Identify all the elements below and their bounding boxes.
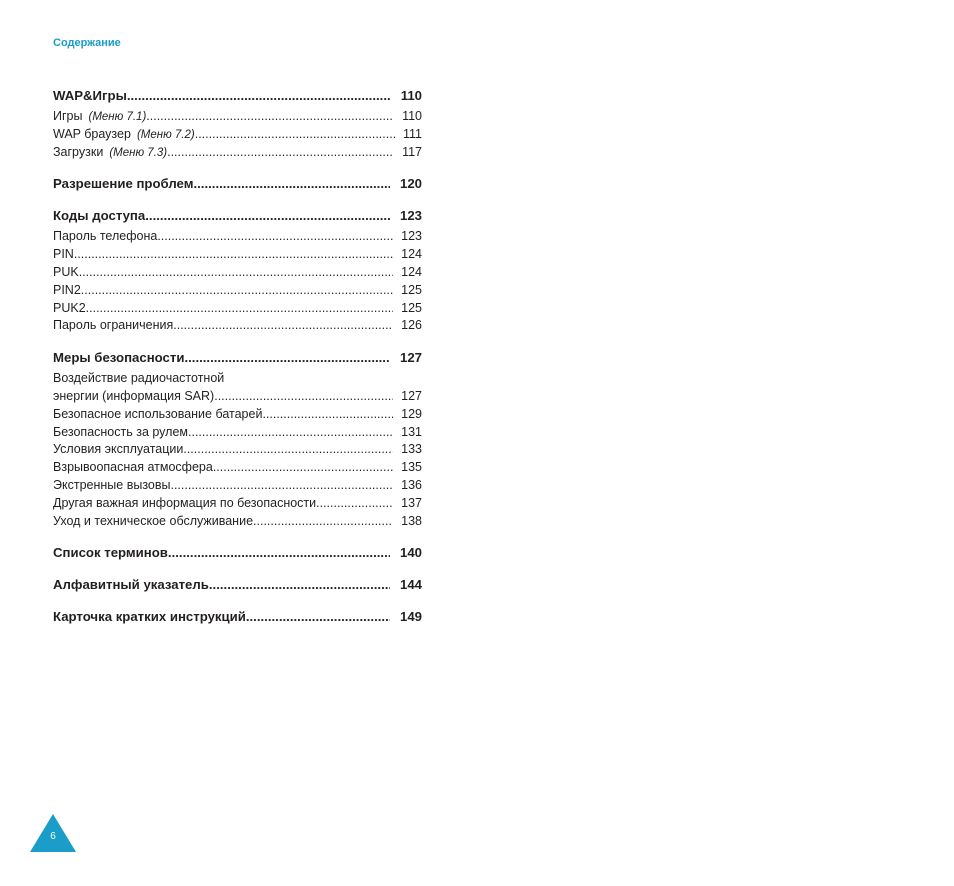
page-reference: 149 xyxy=(399,609,422,625)
dot-leader xyxy=(193,174,390,193)
page-reference: 135 xyxy=(401,460,422,475)
toc-label-text: Карточка кратких инструкций xyxy=(53,609,246,625)
toc-entry[interactable] xyxy=(53,264,422,282)
toc-entry-label xyxy=(53,513,253,531)
toc-label-text: Уход и техническое обслуживание xyxy=(53,513,254,528)
dot-leader xyxy=(146,108,394,126)
menu-reference: (Меню 7.2) xyxy=(136,128,195,141)
table-of-contents xyxy=(53,86,422,626)
toc-label-text: Безопасность за рулем xyxy=(53,424,188,439)
toc-entry[interactable] xyxy=(53,459,422,477)
page-reference: 133 xyxy=(401,442,422,457)
toc-entry[interactable] xyxy=(53,441,422,459)
page-reference: 129 xyxy=(401,406,422,421)
page-reference: 123 xyxy=(401,229,422,244)
dot-leader xyxy=(157,228,393,246)
dot-leader xyxy=(145,206,390,225)
page-reference: 126 xyxy=(401,318,422,333)
toc-entry[interactable] xyxy=(53,246,422,264)
toc-label-text: Пароль телефона xyxy=(53,229,158,244)
page-reference: 144 xyxy=(399,577,422,593)
toc-entry[interactable] xyxy=(53,317,422,335)
page-reference: 120 xyxy=(399,176,422,192)
page-reference: 111 xyxy=(402,126,422,141)
toc-entry-label xyxy=(53,441,183,459)
toc-section-label xyxy=(53,206,145,225)
page-reference: 110 xyxy=(402,109,422,123)
page-reference: 131 xyxy=(401,424,422,439)
dot-leader xyxy=(168,543,390,562)
toc-label-text: Условия эксплуатации xyxy=(53,442,184,457)
toc-label-text: WAP&Игры xyxy=(53,88,127,103)
toc-section[interactable] xyxy=(53,575,422,594)
toc-section-label xyxy=(53,607,246,626)
toc-entry[interactable] xyxy=(53,388,422,406)
toc-entry-label xyxy=(53,126,195,144)
toc-entry[interactable] xyxy=(53,300,422,318)
toc-section-label xyxy=(53,174,193,193)
toc-section[interactable] xyxy=(53,206,422,225)
menu-reference: (Меню 7.3) xyxy=(109,146,168,159)
toc-label-text: Разрешение проблем xyxy=(53,176,194,192)
toc-entry-label xyxy=(53,144,167,162)
toc-entry-label xyxy=(53,317,173,335)
toc-entry-label xyxy=(53,228,157,246)
page-reference: 140 xyxy=(399,545,422,561)
page-number: 6 xyxy=(50,831,56,842)
toc-entry-label xyxy=(53,406,262,424)
page-number-marker xyxy=(30,814,76,852)
toc-entry[interactable] xyxy=(53,228,422,246)
page-reference: 110 xyxy=(400,88,422,103)
page-reference: 124 xyxy=(401,247,422,262)
toc-entry-label xyxy=(53,264,79,282)
dot-leader xyxy=(253,513,393,531)
dot-leader xyxy=(79,264,393,282)
dot-leader xyxy=(316,495,393,513)
toc-label-text: энергии (информация SAR) xyxy=(53,388,215,403)
toc-label-text: Список терминов xyxy=(53,545,168,561)
dot-leader xyxy=(74,246,393,264)
page-reference: 123 xyxy=(399,208,422,224)
dot-leader xyxy=(184,348,390,367)
toc-entry-label xyxy=(53,282,81,300)
toc-entry-label xyxy=(53,108,146,126)
toc-section[interactable] xyxy=(53,348,422,367)
page-reference: 117 xyxy=(402,144,422,159)
toc-section[interactable] xyxy=(53,174,422,193)
page-reference: 127 xyxy=(401,388,422,403)
toc-label-text: Меры безопасности xyxy=(53,350,185,366)
toc-section-label xyxy=(53,86,127,105)
page-reference: 127 xyxy=(399,350,422,366)
dot-leader xyxy=(213,459,393,477)
toc-entry[interactable] xyxy=(53,513,422,531)
toc-section[interactable] xyxy=(53,607,422,626)
toc-entry-label xyxy=(53,388,214,406)
toc-label-text: PUK2 xyxy=(53,300,86,315)
page-reference: 125 xyxy=(401,282,422,297)
toc-label-text: Другая важная информация по безопасности xyxy=(53,495,317,510)
dot-leader xyxy=(188,424,393,442)
toc-label-text: PIN xyxy=(53,247,74,262)
page-reference: 138 xyxy=(401,513,422,528)
toc-entry[interactable] xyxy=(53,282,422,300)
toc-entry[interactable] xyxy=(53,144,422,162)
toc-entry-label xyxy=(53,300,86,318)
toc-entry-label xyxy=(53,495,316,513)
toc-section-label xyxy=(53,348,184,367)
dot-leader xyxy=(183,441,393,459)
toc-section-label xyxy=(53,543,168,562)
toc-label-text: Безопасное использование батарей xyxy=(53,406,263,421)
toc-label-text: Загрузки xyxy=(53,144,104,159)
dot-leader xyxy=(81,282,393,300)
dot-leader xyxy=(127,86,391,105)
dot-leader xyxy=(86,300,393,318)
toc-label-text: PUK xyxy=(53,264,79,279)
toc-label-text: WAP браузер xyxy=(53,126,131,141)
toc-label-text: Пароль ограничения xyxy=(53,318,174,333)
toc-entry-label xyxy=(53,477,170,495)
toc-entry-label xyxy=(53,246,74,264)
dot-leader xyxy=(173,317,393,335)
dot-leader xyxy=(170,477,393,495)
toc-section[interactable] xyxy=(53,543,422,562)
toc-entry[interactable] xyxy=(53,126,422,144)
dot-leader xyxy=(167,144,394,162)
toc-entry-line xyxy=(53,370,422,388)
toc-label-text: Взрывоопасная атмосфера xyxy=(53,460,213,475)
page-reference: 124 xyxy=(401,264,422,279)
toc-entry[interactable] xyxy=(53,406,422,424)
menu-reference: (Меню 7.1) xyxy=(88,111,147,123)
toc-entry[interactable] xyxy=(53,495,422,513)
toc-entry-label xyxy=(53,424,188,442)
toc-label-text: Коды доступа xyxy=(53,208,146,224)
toc-entry-label xyxy=(53,459,213,477)
page-reference: 125 xyxy=(401,300,422,315)
toc-entry-label: Воздействие радиочастотной xyxy=(53,371,225,386)
dot-leader xyxy=(195,126,395,144)
toc-label-text: Игры xyxy=(53,109,83,123)
page-reference: 136 xyxy=(401,477,422,492)
dot-leader xyxy=(209,575,390,594)
toc-entry[interactable] xyxy=(53,424,422,442)
toc-section[interactable] xyxy=(53,86,422,105)
dot-leader xyxy=(214,388,393,406)
toc-label-text: Алфавитный указатель xyxy=(53,577,209,593)
dot-leader xyxy=(262,406,393,424)
toc-label-text: Экстренные вызовы xyxy=(53,477,171,492)
toc-entry[interactable] xyxy=(53,108,422,126)
toc-label-text: PIN2 xyxy=(53,282,81,297)
page-reference: 137 xyxy=(401,495,422,510)
dot-leader xyxy=(246,607,390,626)
toc-entry[interactable] xyxy=(53,477,422,495)
toc-section-label xyxy=(53,575,209,594)
section-header: Содержание xyxy=(53,37,121,49)
